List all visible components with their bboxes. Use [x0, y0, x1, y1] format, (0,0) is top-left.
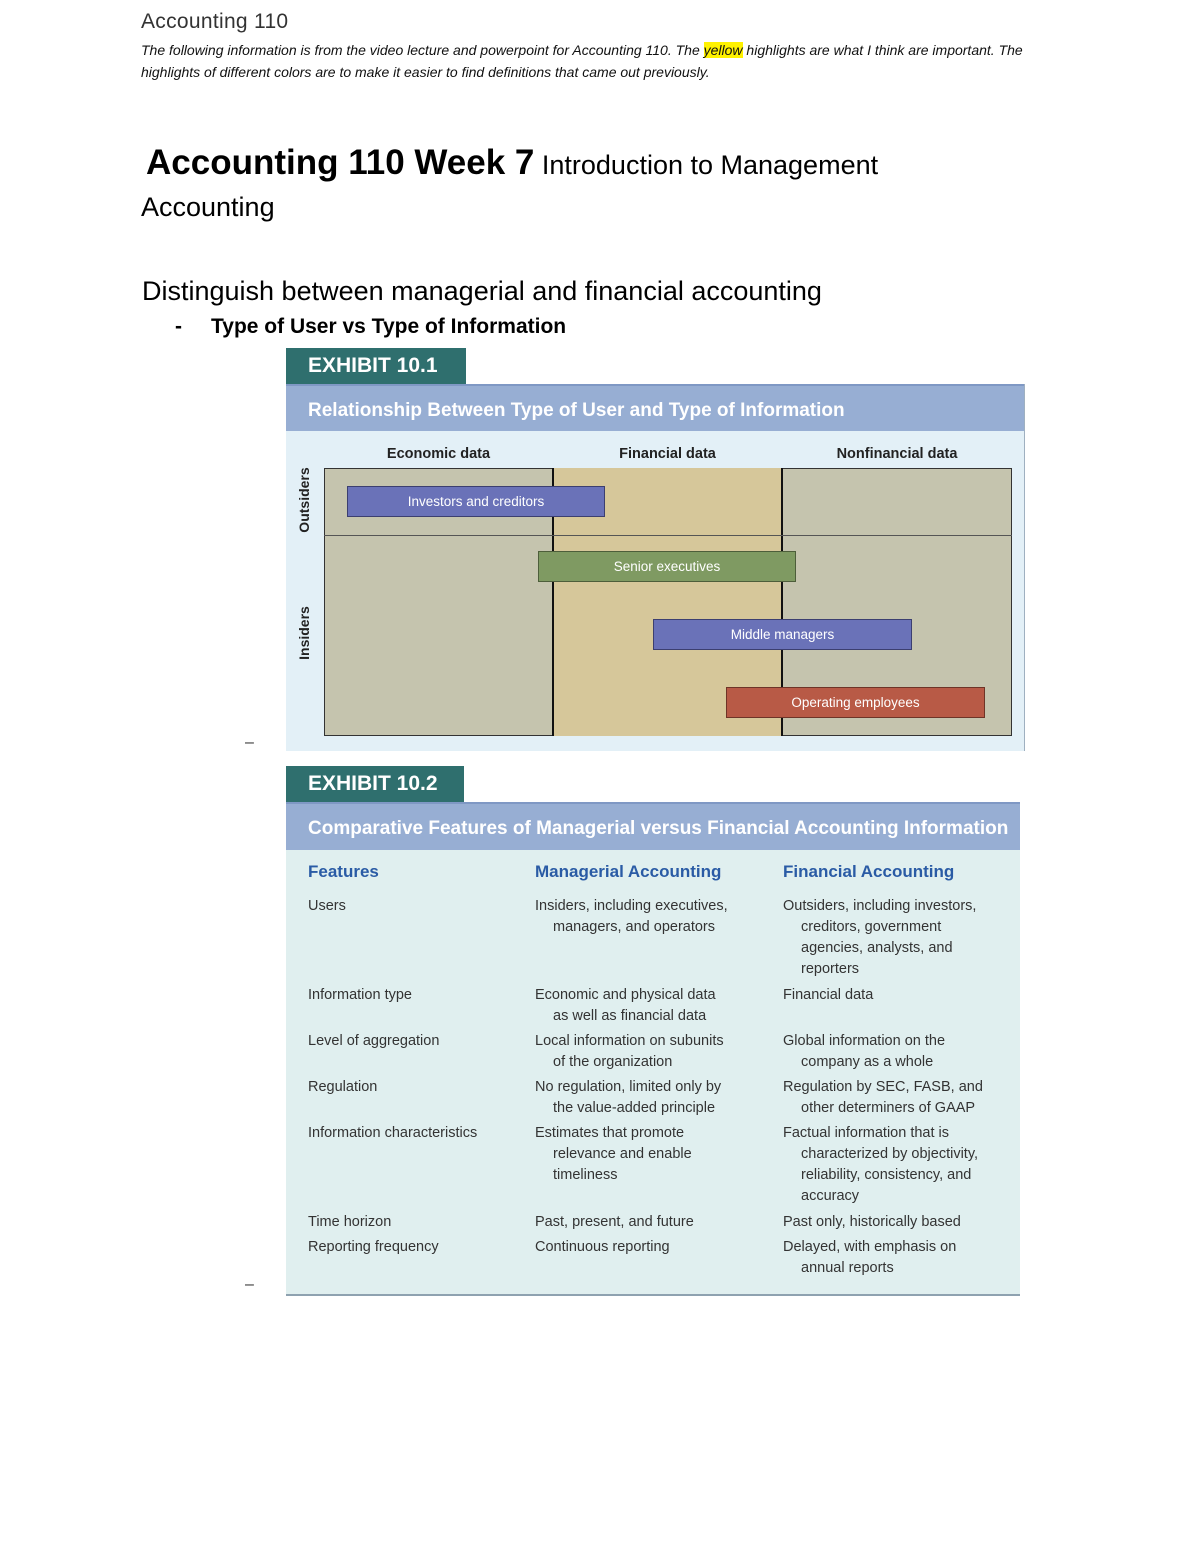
exhibit-10-2: [286, 766, 1020, 1294]
column-nonfinancial-data: Nonfinancial data: [836, 446, 958, 462]
bar-middle-managers: Middle managers: [653, 619, 912, 650]
exhibit-10-1-tab: EXHIBIT 10.1: [286, 348, 466, 384]
financial-cell: [783, 1212, 961, 1233]
exhibit-10-1-title: Relationship Between Type of User and Type of Information: [286, 384, 1024, 431]
feature-cell: Time horizon: [308, 1214, 392, 1230]
dash-marker-2: –: [245, 1276, 254, 1293]
cell-line: annual reports: [801, 1260, 894, 1276]
cell-line: Estimates that promote: [535, 1125, 685, 1141]
managerial-cell: [535, 1212, 694, 1233]
cell-line: timeliness: [553, 1167, 618, 1183]
managerial-cell: [535, 896, 728, 938]
bar-investors-and-creditors: Investors and creditors: [347, 486, 605, 517]
intro-text-start: The following information is from the video lecture and powerpoint for Accounting 110. The: [141, 42, 704, 58]
row-label-outsiders: Outsiders: [296, 467, 312, 533]
cell-line: Economic and physical data: [535, 987, 716, 1003]
section-heading: Distinguish between managerial and financial accounting: [142, 276, 822, 306]
cell-line: characterized by objectivity,: [801, 1146, 979, 1162]
managerial-cell: [535, 1237, 670, 1258]
financial-cell: [783, 1237, 956, 1279]
row-label-insiders: Insiders: [296, 606, 312, 660]
feature-cell: Information type: [308, 987, 412, 1003]
financial-cell: [783, 1031, 945, 1073]
managerial-cell: [535, 985, 716, 1027]
cell-line: agencies, analysts, and: [801, 940, 953, 956]
cell-line: as well as financial data: [553, 1008, 707, 1024]
financial-cell: [783, 1077, 983, 1119]
cell-line: of the organization: [553, 1054, 673, 1070]
financial-cell: [783, 1123, 978, 1207]
feature-cell: Reporting frequency: [308, 1239, 439, 1255]
intro-note: [141, 40, 1041, 83]
title-main: Accounting 110 Week 7: [146, 143, 535, 182]
title-line-2: Accounting: [141, 192, 275, 222]
column-economic-data: Economic data: [386, 446, 491, 462]
bullet-item: [175, 315, 566, 339]
cell-line: Past, present, and future: [535, 1214, 694, 1230]
course-name: Accounting 110: [141, 10, 289, 33]
feature-cell: Level of aggregation: [308, 1033, 440, 1049]
header-financial-accounting: Financial Accounting: [783, 862, 955, 881]
bar-senior-executives: Senior executives: [538, 551, 796, 582]
intro-text-end: highlights are what I think are important. The highlights of different colors are to make it easier to find definitions that came out previously.: [141, 42, 1023, 80]
header-features: Features: [308, 862, 379, 881]
bullet-marker: -: [175, 315, 182, 338]
exhibit-10-2-title: Comparative Features of Managerial versus Financial Accounting Information: [286, 802, 1020, 850]
cell-line: Regulation by SEC, FASB, and: [783, 1079, 983, 1095]
page-title: [146, 142, 878, 186]
cell-line: creditors, government: [801, 919, 942, 935]
cell-line: Past only, historically based: [783, 1214, 961, 1230]
cell-line: accuracy: [801, 1188, 860, 1204]
cell-line: No regulation, limited only by: [535, 1079, 722, 1095]
cell-line: company as a whole: [801, 1054, 934, 1070]
cell-line: Local information on subunits: [535, 1033, 724, 1049]
cell-line: reliability, consistency, and: [801, 1167, 972, 1183]
cell-line: Financial data: [783, 987, 874, 1003]
dash-marker-1: –: [245, 734, 254, 751]
feature-cell: Regulation: [308, 1079, 378, 1095]
exhibit-10-1: [286, 348, 1024, 751]
bar-operating-employees: Operating employees: [726, 687, 985, 718]
cell-line: Delayed, with emphasis on: [783, 1239, 957, 1255]
cell-line: Continuous reporting: [535, 1239, 670, 1255]
bullet-text: Type of User vs Type of Information: [211, 315, 567, 338]
feature-cell: Users: [308, 898, 346, 914]
exhibit-10-2-tab: EXHIBIT 10.2: [286, 766, 464, 802]
feature-cell: Information characteristics: [308, 1125, 478, 1141]
cell-line: Global information on the: [783, 1033, 946, 1049]
yellow-highlight-word: yellow: [703, 42, 743, 58]
cell-line: relevance and enable: [553, 1146, 692, 1162]
column-financial-data: Financial data: [619, 446, 716, 462]
cell-line: Outsiders, including investors,: [783, 898, 977, 914]
financial-cell: [783, 985, 873, 1006]
managerial-cell: [535, 1123, 692, 1186]
row-divider: [324, 535, 1012, 536]
managerial-cell: [535, 1077, 721, 1119]
cell-line: Insiders, including executives,: [535, 898, 728, 914]
managerial-cell: [535, 1031, 724, 1073]
financial-cell: [783, 896, 976, 980]
cell-line: reporters: [801, 961, 860, 977]
header-managerial-accounting: Managerial Accounting: [535, 862, 722, 881]
title-sub: Introduction to Management: [534, 150, 879, 180]
cell-line: Factual information that is: [783, 1125, 950, 1141]
cell-line: other determiners of GAAP: [801, 1100, 976, 1116]
cell-line: the value-added principle: [553, 1100, 716, 1116]
cell-line: managers, and operators: [553, 919, 716, 935]
